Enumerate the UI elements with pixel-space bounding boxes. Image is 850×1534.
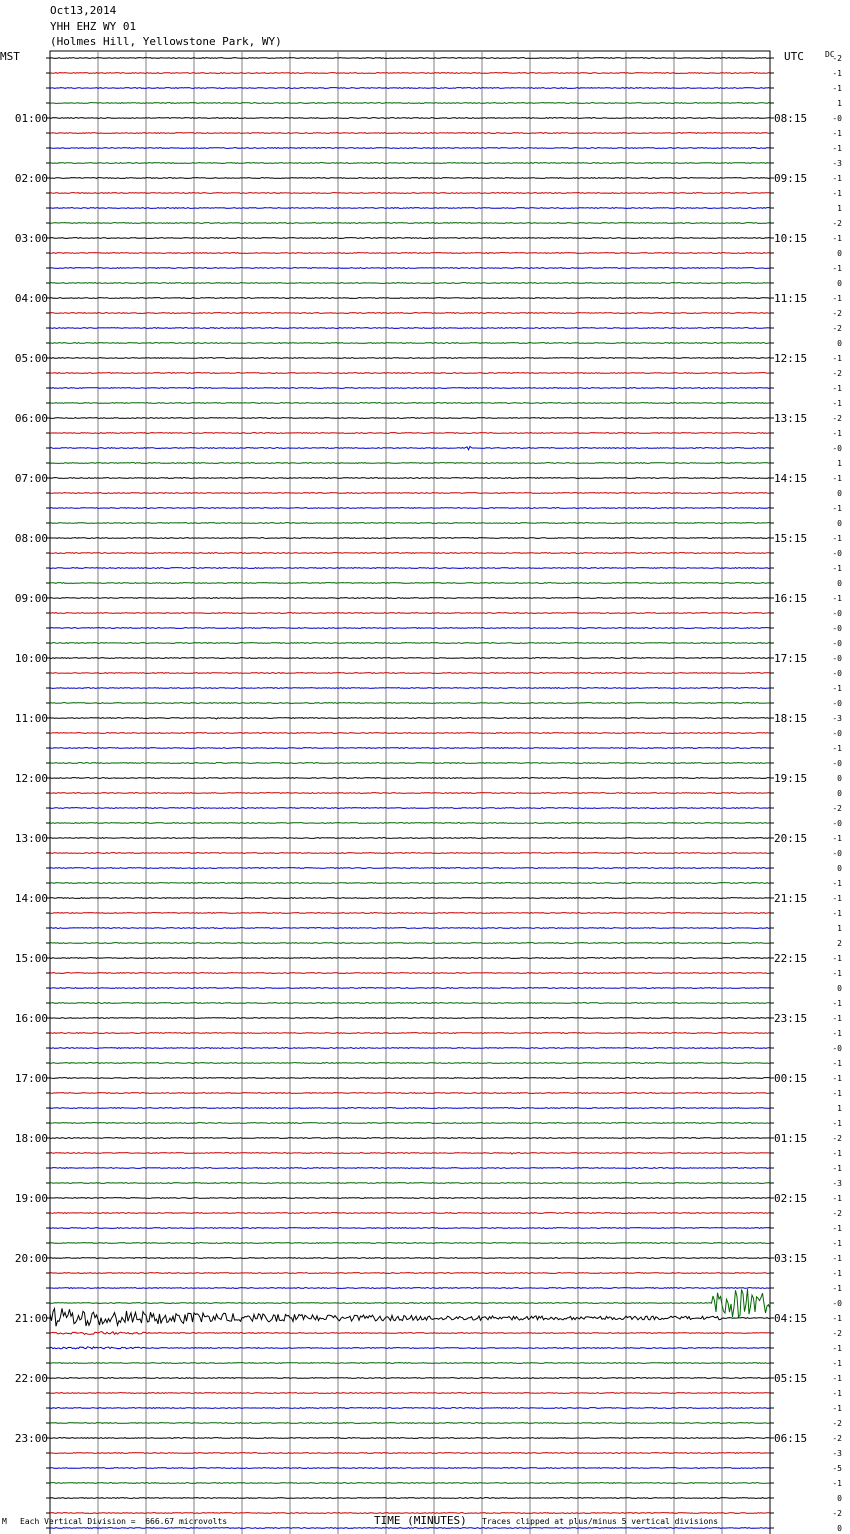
seismic-trace: [50, 943, 770, 944]
seismic-trace: [50, 1423, 770, 1424]
seismic-trace: [50, 238, 770, 239]
utc-hour-label: 18:15: [774, 712, 808, 725]
x-axis-label: TIME (MINUTES): [374, 1514, 467, 1527]
seismic-trace: [50, 853, 770, 854]
seismic-trace: [50, 88, 770, 89]
dc-offset-label: -2: [832, 1434, 842, 1443]
dc-offset-label: -2: [832, 324, 842, 333]
seismic-trace: [50, 478, 770, 479]
seismic-trace: [50, 1393, 770, 1394]
seismic-trace: [50, 1018, 770, 1019]
seismic-trace: [50, 823, 770, 824]
seismic-trace: [50, 358, 770, 359]
dc-offset-label: -1: [832, 144, 842, 153]
header-date: Oct13,2014: [50, 4, 117, 17]
seismic-trace: [50, 1258, 770, 1259]
dc-offset-label: -0: [832, 849, 842, 858]
seismic-trace: [50, 1228, 770, 1229]
right-axis-label: UTC: [784, 50, 804, 63]
seismic-trace: [50, 973, 770, 974]
dc-offset-label: 0: [837, 489, 842, 498]
seismic-trace: [50, 1408, 770, 1409]
dc-offset-label: -2: [832, 1329, 842, 1338]
seismic-trace: [50, 118, 770, 119]
seismic-trace: [50, 838, 770, 839]
utc-hour-label: 10:15: [774, 232, 808, 245]
mst-hour-label: 02:00: [14, 172, 48, 185]
seismic-trace: [50, 373, 770, 374]
seismic-trace: [50, 283, 770, 284]
dc-offset-label: -1: [832, 1029, 842, 1038]
utc-hour-label: 00:15: [774, 1072, 808, 1085]
dc-offset-label: -2: [832, 369, 842, 378]
seismic-trace: [50, 328, 770, 329]
dc-offset-label: 0: [837, 519, 842, 528]
dc-offset-label: -2: [832, 1509, 842, 1518]
mst-hour-label: 07:00: [14, 472, 48, 485]
seismic-trace: [50, 1308, 770, 1326]
seismic-trace: [50, 1198, 770, 1199]
seismic-trace: [50, 1483, 770, 1484]
seismic-trace: [50, 1078, 770, 1079]
dc-offset-label: -2: [832, 54, 842, 63]
dc-offset-label: 1: [837, 204, 842, 213]
seismic-trace: [50, 958, 770, 959]
seismic-trace: [50, 1347, 770, 1349]
dc-offset-label: 2: [837, 939, 842, 948]
utc-hour-label: 05:15: [774, 1372, 808, 1385]
dc-offset-label: -0: [832, 1299, 842, 1308]
dc-offset-label: -1: [832, 834, 842, 843]
dc-offset-label: -1: [832, 969, 842, 978]
seismic-trace: [50, 658, 770, 659]
dc-offset-label: -0: [832, 114, 842, 123]
seismic-trace: [50, 613, 770, 614]
dc-offset-label: -1: [832, 564, 842, 573]
dc-offset-label: -3: [832, 159, 842, 168]
seismic-trace: [50, 688, 770, 689]
dc-offset-label: -3: [832, 714, 842, 723]
dc-offset-label: -0: [832, 1044, 842, 1053]
mst-hour-label: 04:00: [14, 292, 48, 305]
dc-offset-label: -0: [832, 699, 842, 708]
utc-hour-label: 01:15: [774, 1132, 808, 1145]
corner-mark: M: [2, 1517, 7, 1526]
seismic-trace: [50, 1273, 770, 1274]
dc-offset-label: 0: [837, 1524, 842, 1533]
dc-offset-label: -0: [832, 654, 842, 663]
header-location: (Holmes Hill, Yellowstone Park, WY): [50, 35, 282, 48]
seismic-trace: [50, 446, 770, 449]
dc-offset-label: -1: [832, 954, 842, 963]
dc-offset-label: -1: [832, 294, 842, 303]
utc-hour-label: 20:15: [774, 832, 808, 845]
dc-label: DC: [825, 50, 835, 59]
dc-offset-label: -1: [832, 429, 842, 438]
seismic-trace: [50, 103, 770, 104]
mst-hour-label: 19:00: [14, 1192, 48, 1205]
dc-offset-label: 1: [837, 1104, 842, 1113]
seismic-trace: [50, 808, 770, 809]
dc-offset-label: -1: [832, 234, 842, 243]
dc-offset-label: -1: [832, 879, 842, 888]
seismic-trace: [50, 403, 770, 404]
seismic-trace: [50, 793, 770, 794]
dc-offset-label: -2: [832, 1209, 842, 1218]
utc-hour-label: 04:15: [774, 1312, 808, 1325]
dc-offset-label: 0: [837, 864, 842, 873]
mst-hour-label: 05:00: [14, 352, 48, 365]
dc-offset-label: -1: [832, 384, 842, 393]
dc-offset-label: -1: [832, 1164, 842, 1173]
dc-offset-label: -0: [832, 819, 842, 828]
seismic-trace: [50, 1453, 770, 1454]
dc-offset-label: -1: [832, 894, 842, 903]
dc-offset-label: -1: [832, 84, 842, 93]
left-axis-label: MST: [0, 50, 20, 63]
seismic-trace: [50, 1063, 770, 1064]
seismic-trace: [50, 868, 770, 869]
dc-offset-label: -1: [832, 1269, 842, 1278]
dc-offset-label: -1: [832, 1089, 842, 1098]
seismic-trace: [50, 883, 770, 884]
seismic-trace: [50, 538, 770, 539]
seismic-trace: [50, 508, 770, 509]
dc-offset-label: -1: [832, 684, 842, 693]
dc-offset-label: -1: [832, 474, 842, 483]
dc-offset-label: -1: [832, 999, 842, 1008]
dc-offset-label: -1: [832, 399, 842, 408]
utc-hour-label: 13:15: [774, 412, 808, 425]
seismic-trace: [50, 1123, 770, 1124]
dc-offset-label: -0: [832, 624, 842, 633]
dc-offset-label: -1: [832, 1074, 842, 1083]
utc-hour-label: 06:15: [774, 1432, 808, 1445]
utc-hour-label: 23:15: [774, 1012, 808, 1025]
mst-hour-label: 21:00: [14, 1312, 48, 1325]
dc-offset-label: -0: [832, 729, 842, 738]
dc-offset-label: -2: [832, 309, 842, 318]
dc-offset-label: -1: [832, 909, 842, 918]
seismic-trace: [50, 1363, 770, 1364]
utc-hour-label: 14:15: [774, 472, 808, 485]
dc-offset-label: 0: [837, 279, 842, 288]
utc-hour-label: 19:15: [774, 772, 808, 785]
seismic-trace: [50, 463, 770, 464]
utc-hour-label: 03:15: [774, 1252, 808, 1265]
seismic-trace: [50, 913, 770, 914]
dc-offset-label: 0: [837, 339, 842, 348]
dc-offset-label: -1: [832, 354, 842, 363]
seismic-trace: [50, 433, 770, 434]
dc-offset-label: -1: [832, 1194, 842, 1203]
dc-offset-label: -1: [832, 1374, 842, 1383]
dc-offset-label: -2: [832, 804, 842, 813]
seismic-trace: [50, 1378, 770, 1379]
dc-offset-label: -1: [832, 1059, 842, 1068]
seismic-trace: [50, 628, 770, 629]
seismic-trace: [50, 598, 770, 599]
dc-offset-label: -0: [832, 444, 842, 453]
seismic-trace: [50, 553, 770, 554]
dc-offset-label: -0: [832, 759, 842, 768]
seismic-trace: [50, 343, 770, 344]
dc-offset-label: -1: [832, 1404, 842, 1413]
seismic-trace: [50, 1003, 770, 1004]
utc-hour-label: 12:15: [774, 352, 808, 365]
seismic-trace: [50, 1438, 770, 1439]
seismic-trace: [50, 1243, 770, 1244]
seismic-trace: [50, 208, 770, 209]
seismic-trace: [50, 1093, 770, 1094]
seismic-trace: [50, 58, 770, 59]
seismic-trace: [50, 703, 770, 704]
mst-hour-label: 20:00: [14, 1252, 48, 1265]
mst-hour-label: 01:00: [14, 112, 48, 125]
dc-offset-label: -1: [832, 129, 842, 138]
dc-offset-label: 0: [837, 984, 842, 993]
header-station: YHH EHZ WY 01: [50, 20, 137, 33]
utc-hour-label: 09:15: [774, 172, 808, 185]
dc-offset-label: 1: [837, 459, 842, 468]
seismic-trace: [50, 73, 770, 74]
utc-hour-label: 02:15: [774, 1192, 808, 1205]
utc-hour-label: 15:15: [774, 532, 808, 545]
mst-hour-label: 14:00: [14, 892, 48, 905]
dc-offset-label: 1: [837, 99, 842, 108]
seismic-trace: [50, 1033, 770, 1034]
seismic-trace: [50, 1213, 770, 1214]
seismic-trace: [50, 178, 770, 179]
dc-offset-label: 0: [837, 1494, 842, 1503]
seismic-trace: [50, 643, 770, 644]
dc-offset-label: -0: [832, 609, 842, 618]
mst-hour-label: 15:00: [14, 952, 48, 965]
seismic-trace: [50, 523, 770, 524]
dc-offset-label: -1: [832, 174, 842, 183]
seismic-trace: [50, 298, 770, 299]
dc-offset-label: -1: [832, 594, 842, 603]
dc-offset-label: 0: [837, 789, 842, 798]
utc-hour-label: 08:15: [774, 112, 808, 125]
dc-offset-label: -1: [832, 189, 842, 198]
dc-offset-label: -3: [832, 1179, 842, 1188]
mst-hour-label: 12:00: [14, 772, 48, 785]
dc-offset-label: -2: [832, 414, 842, 423]
seismic-trace: [50, 928, 770, 929]
seismic-trace: [50, 1168, 770, 1169]
scale-note: Each Vertical Division = 666.67 microvolts: [20, 1517, 228, 1526]
seismic-trace: [50, 1138, 770, 1139]
seismic-trace: [50, 778, 770, 779]
mst-hour-label: 09:00: [14, 592, 48, 605]
seismic-trace: [50, 1153, 770, 1155]
dc-offset-label: -1: [832, 264, 842, 273]
seismic-trace: [50, 898, 770, 899]
mst-hour-label: 17:00: [14, 1072, 48, 1085]
dc-offset-label: 0: [837, 579, 842, 588]
dc-offset-label: -1: [832, 504, 842, 513]
dc-offset-label: -2: [832, 1134, 842, 1143]
seismic-trace: [50, 313, 770, 314]
seismic-trace: [50, 418, 770, 419]
mst-hour-label: 13:00: [14, 832, 48, 845]
seismic-trace: [50, 1288, 770, 1289]
dc-offset-label: -1: [832, 744, 842, 753]
dc-offset-label: -1: [832, 1389, 842, 1398]
seismic-trace: [50, 733, 770, 734]
dc-offset-label: -1: [832, 1479, 842, 1488]
seismic-trace: [50, 133, 770, 134]
utc-hour-label: 22:15: [774, 952, 808, 965]
mst-hour-label: 18:00: [14, 1132, 48, 1145]
mst-hour-label: 16:00: [14, 1012, 48, 1025]
dc-offset-label: 0: [837, 774, 842, 783]
utc-hour-label: 11:15: [774, 292, 808, 305]
dc-offset-label: -1: [832, 1314, 842, 1323]
utc-hour-label: 17:15: [774, 652, 808, 665]
dc-offset-label: -1: [832, 1119, 842, 1128]
mst-hour-label: 23:00: [14, 1432, 48, 1445]
dc-offset-label: -1: [832, 1224, 842, 1233]
mst-hour-label: 11:00: [14, 712, 48, 725]
mst-hour-label: 22:00: [14, 1372, 48, 1385]
seismic-trace: [50, 493, 770, 494]
dc-offset-label: -1: [832, 1254, 842, 1263]
dc-offset-label: -1: [832, 1284, 842, 1293]
dc-offset-label: -0: [832, 639, 842, 648]
seismic-trace: [50, 718, 770, 719]
clip-note: Traces clipped at plus/minus 5 vertical divisions: [482, 1517, 719, 1526]
seismic-trace: [50, 1332, 770, 1335]
seismic-trace: [50, 268, 770, 269]
dc-offset-label: -1: [832, 1239, 842, 1248]
dc-offset-label: -1: [832, 1344, 842, 1353]
dc-offset-label: 0: [837, 249, 842, 258]
seismic-trace: [50, 673, 770, 674]
mst-hour-label: 03:00: [14, 232, 48, 245]
seismic-trace: [50, 1468, 770, 1469]
seismic-trace: [50, 1289, 770, 1317]
seismic-trace: [50, 763, 770, 764]
dc-offset-label: -1: [832, 1014, 842, 1023]
dc-offset-label: -0: [832, 549, 842, 558]
seismic-trace: [50, 253, 770, 254]
seismic-trace: [50, 568, 770, 569]
mst-hour-label: 08:00: [14, 532, 48, 545]
dc-offset-label: -0: [832, 669, 842, 678]
seismic-trace: [50, 193, 770, 194]
dc-offset-label: -1: [832, 1149, 842, 1158]
utc-hour-label: 16:15: [774, 592, 808, 605]
seismic-trace: [50, 988, 770, 989]
seismic-trace: [50, 748, 770, 749]
dc-offset-label: -1: [832, 69, 842, 78]
seismic-trace: [50, 388, 770, 389]
dc-offset-label: -2: [832, 219, 842, 228]
seismic-trace: [50, 1183, 770, 1184]
seismic-trace: [50, 583, 770, 584]
utc-hour-label: 21:15: [774, 892, 808, 905]
seismic-trace: [50, 1528, 770, 1529]
dc-offset-label: -1: [832, 534, 842, 543]
dc-offset-label: -2: [832, 1419, 842, 1428]
seismic-trace: [50, 148, 770, 149]
seismic-trace: [50, 163, 770, 164]
mst-hour-label: 10:00: [14, 652, 48, 665]
mst-hour-label: 06:00: [14, 412, 48, 425]
dc-offset-label: -5: [832, 1464, 842, 1473]
seismic-trace: [50, 1108, 770, 1109]
dc-offset-label: 1: [837, 924, 842, 933]
dc-offset-label: -1: [832, 1359, 842, 1368]
seismic-trace: [50, 1048, 770, 1049]
seismic-trace: [50, 1498, 770, 1499]
seismic-trace: [50, 223, 770, 224]
dc-offset-label: -3: [832, 1449, 842, 1458]
